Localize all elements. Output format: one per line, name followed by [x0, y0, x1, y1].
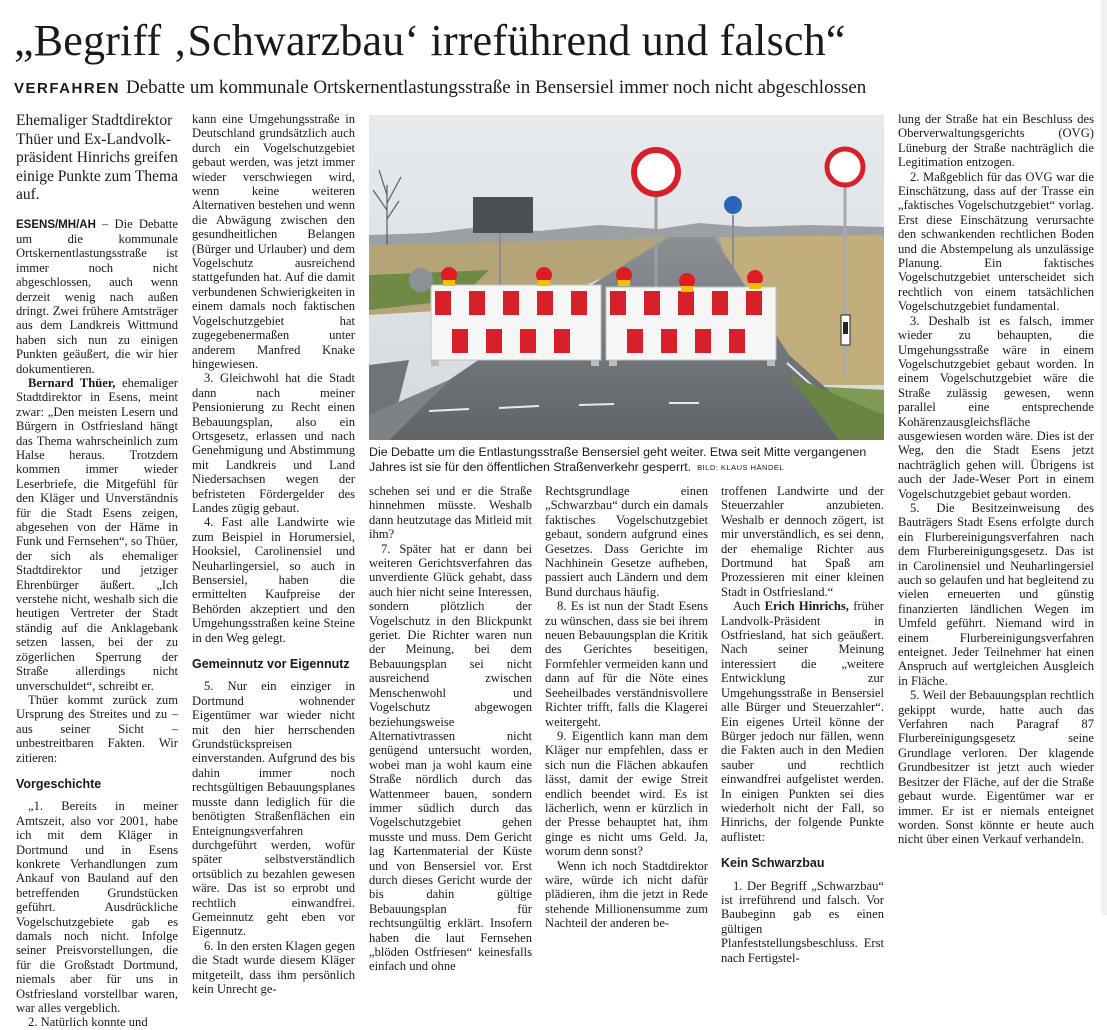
paragraph: 2. Maßgeblich für das OVG war die Einschätzung, dass auf der Trasse ein „faktisches Vogelschutzgebiet“ vorlag. Erst diese Einschätzung verursachte den schwankenden rechtlichen Boden und die Abstempelung als unzulässige Planung. Ein faktisches Vogelschutzgebiet unterscheidet sich rechtlich von einem tatsächlichen Vogelschutzgebiet fundamental.	[898, 169, 1094, 314]
column-3	[369, 484, 532, 974]
column-2	[192, 112, 355, 996]
photo-credit: BILD: KLAUS HÄNDEL	[697, 463, 785, 472]
subheadline	[14, 76, 1099, 101]
headline: „Begriff ‚Schwarzbau‘ irreführend und falsch“	[14, 16, 846, 65]
paragraph: 5. Weil der Bebauungsplan rechtlich gekippt wurde, hatte auch das Verfahren nach Paragraf 87 Flurbereinigungsgesetz seine Grundlage verloren. Der klagende Grundbesitzer ist jetzt auch wieder Besitzer der Fläche, auf der die Straße gebaut wurde. Eigentümer war er immer. Er ist er niemals enteignet worden. Sonst könnte er heute auch nicht über einen Verkauf verhandeln.	[898, 688, 1094, 847]
paragraph: 1. Der Begriff „Schwarzbau“ ist irreführend und falsch. Vor Baubeginn gab es einen gültigen Planfeststellungsbeschluss. Erst nach Fertigstel-	[721, 878, 884, 965]
paragraph: 3. Gleichwohl hat die Stadt dann nach meiner Pensionierung zu Recht einen Bebauungsplan, also ein Ortsgesetz, erlassen und nach Genehmigung und Abstimmung mit Landkreis und Land Niedersachsen wegen der befristeten Fördergelder des Landes zügig gebaut.	[192, 371, 355, 515]
column-5	[721, 484, 884, 965]
subheading: Vorgeschichte	[16, 776, 102, 791]
dateline: ESENS/MH/AH	[16, 218, 96, 231]
paragraph: 7. Später hat er dann bei weiteren Gerichtsverfahren das unverdiente Glück gehabt, dass auch hier nicht seine Interessen, sondern plötzlich der Vogelschutz in den Blickpunkt geriet. Die Richter waren nun der Meinung, bei dem Bebauungsplan sei nicht ausreichend zwischen Menschenwohl und Vogelschutz abgewogen beziehungsweise Alternativtrassen nicht genügend untersucht worden, wobei man ja wohl kaum eine Straße nördlich durch das Wattenmeer bauen, sondern immer südlich durch das Vogelschutzgebiet gehen musste und muss. Dem Gericht lag Kartenmaterial der Küste und von Bensersiel vor. Erst durch dieses Gericht wurde der bis dahin gültige Bebauungsplan für rechtsungültig erklärt. Insofern haben die laut Fernsehen „blöden Ostfriesen“ keinesfalls einfach und ohne	[369, 541, 532, 974]
subheading: Kein Schwarzbau	[721, 856, 825, 871]
column-4	[545, 484, 708, 931]
paragraph	[721, 599, 884, 844]
person-name: Erich Hinrichs,	[764, 599, 849, 614]
paragraph	[16, 217, 178, 376]
caption-text: Die Debatte um die Entlastungsstraße Bensersiel geht weiter. Etwa seit Mitte vergangenen Jahres ist sie für den öffentlichen Straßenverkehr gesperrt.	[369, 445, 867, 474]
person-name: Bernard Thüer,	[28, 375, 116, 390]
paragraph-text: ehemaliger Stadtdirektor in Esens, meint zwar: „Den meisten Lesern und Bürgern in Ostfriesland hängt das Thema wahrscheinlich zum Halse heraus. Trotzdem kommen immer wieder Leserbriefe, die Mitgefühl für den Kläger und Unverständnis für die Stadt Esens zeigen, abgesehen von der Häme in Funk und Fernsehen“, so Thüer, der sich als ehemaliger Stadtdirektor und jetziger Ehrenbürger äußert. „Ich verstehe nicht, weshalb sich die heutigen Vertreter der Stadt ständig auf die Anklagebank setzen lassen, bei der zu zögerlichen Sperrung der Straße allerdings nicht unverschuldet“, schreibt er.	[16, 375, 178, 693]
paragraph: Wenn ich noch Stadtdirektor wäre, würde ich nicht dafür plädieren, ihm die jetzt in Rede stehende Millionensumme zum Nachteil der anderen be-	[545, 858, 708, 931]
column-1	[16, 112, 178, 1030]
paragraph: schehen sei und er die Straße hinnehmen müsste. Weshalb dann heutzutage das Mitleid mit ihm?	[369, 484, 532, 542]
paragraph-text: früher Landvolk-Präsident in Ostfriesland, hat sich geäußert. Nach seiner Meinung interessiert die „weitere Entwicklung zur Umgehungsstraße in Bensersiel alle Bürger und Steuerzahler“. Ein eigenes Urteil könne der Bürger jedoch nur fällen, wenn die Fakten auch in den Medien sauber und rechtlich einwandfrei aufgelistet werden. In einigen Punkten sei dies wiederholt nicht der Fall, so Hinrichs, der folgende Punkte auflistet:	[721, 599, 884, 844]
paragraph	[16, 376, 178, 693]
paragraph: 6. In den ersten Klagen gegen die Stadt wurde diesem Kläger mitgeteilt, dass ihm persönlich kein Unrecht ge-	[192, 938, 355, 996]
section-kicker: VERFAHREN	[14, 80, 121, 97]
column-6	[898, 112, 1094, 847]
article-photo	[369, 115, 884, 440]
subheading: Gemeinnutz vor Eigennutz	[192, 657, 350, 672]
intro-teaser: Ehemaliger Stadtdirektor Thüer und Ex-Landvolk-präsident Hinrichs greifen einige Punkte zum Thema auf.	[16, 112, 178, 203]
paragraph: troffenen Landwirte und der Steuerzahler anzubieten. Weshalb er dennoch zögert, ist mir unverständlich, es sei denn, der ehemalige Richter aus Dortmund hat Spaß am Prozessieren mit einer kleinen Stadt in Ostfriesland.“	[721, 484, 884, 599]
paragraph: 3. Deshalb ist es falsch, immer wieder zu behaupten, die Umgehungsstraße wäre in einem Vogelschutzgebiet gebaut worden. In einem Vogelschutzgebiet wäre die Straße zulässig gewesen, wenn parallel eine entsprechende Kohärenzausgleichsfläche ausgewiesen worden wäre. Dies ist der Weg, den die Stadt Esens jetzt nachträglich gehen will. Übrigens ist auch der Jade-Weser Port in einem Vogelschutzgebiet gebaut worden.	[898, 313, 1094, 501]
page-edge	[1101, 0, 1107, 915]
paragraph: Rechtsgrundlage einen „Schwarzbau“ durch ein damals faktisches Vogelschutzgebiet gebaut, sondern aufgrund eines Gesetzes. Dass Gerichte im Nachhinein Gesetze aufheben, passiert auch Ländern und dem Bund durchaus häufig.	[545, 484, 708, 599]
paragraph-text: – Die Debatte um die kommunale Ortskernentlastungsstraße ist immer noch nicht abgeschlossen, auch wenn derzeit wenig nach außen dringt. Zwei frühere Amtsträger aus dem Landkreis Wittmund haben sich nun zu einigen Punkten geäußert, die wir hier dokumentieren.	[16, 216, 178, 376]
paragraph: lung der Straße hat ein Beschluss des Oberverwaltungsgerichts (OVG) Lüneburg der Straße nachträglich die Legitimation entzogen.	[898, 112, 1094, 170]
paragraph: 5. Nur ein einziger in Dortmund wohnender Eigentümer war wieder nicht mit den hier herrschenden Grundstückspreisen einverstanden. Aufgrund des bis dahin immer noch rechtsgültigen Bebauungsplanes musste dann lediglich für die benötigten Straßenflächen ein Enteignungsverfahren durchgeführt werden, wofür später selbstverständlich ortsüblich zu bezahlen gewesen wäre. Das ist so erprobt und rechtlich einwandfrei. Gemeinnutz geht eben vor Eigennutz.	[192, 679, 355, 939]
paragraph: 5. Die Besitzeinweisung des Bauträgers Stadt Esens erfolgte durch ein Flurbereinigungsverfahren nach dem Flurbereinigungsgesetz. Das ist in Carolinensiel und Neuharlingersiel auch so gelaufen und hat begleitend zu vielen erneuerten und günstig finanzierten ländlichen Wegen im Umfeld geführt. Niemand wird in einem Flurbereinigungsverfahren enteignet. Jeder Teilnehmer hat einen Anspruch auf wertgleichen Ausgleich in Fläche.	[898, 500, 1094, 688]
paragraph: Thüer kommt zurück zum Ursprung des Streites und zu – aus seiner Sicht – unbestreitbaren Fakten. Wir zitieren:	[16, 692, 178, 765]
paragraph: 2. Natürlich konnte und	[28, 1015, 148, 1030]
paragraph: 8. Es ist nun der Stadt Esens zu wünschen, dass sie bei ihrem neuen Bebauungsplan die Kritik des Gerichtes beseitigen, Formfehler vermeiden kann und dann auf für die Nöte eines Seeheilbades verständnisvollere Richter trifft, falls die Klagerei weitergeht.	[545, 599, 708, 729]
paragraph-text: Auch	[733, 599, 765, 614]
paragraph: 4. Fast alle Landwirte wie zum Beispiel in Horumersiel, Hooksiel, Carolinensiel und Neuharlingersiel, so auch in Bensersiel, haben die ermittelten Kaufpreise der Behörden akzeptiert und den Umgehungsstraßen keine Steine in den Weg gelegt.	[192, 515, 355, 645]
paragraph: „1. Bereits in meiner Amtszeit, also vor 2001, habe ich mit dem Kläger in Dortmund und in Esens konkrete Verhandlungen zum Ankauf von Bauland auf den betreffenden Grundstücken geführt. Ausdrückliche Vogelschutzgebiete gab es damals noch nicht. Infolge seiner Preisvorstellungen, die für die Großstadt Dortmund, niemals aber für uns in Ostfriesland vorstellbar waren, war alles vergeblich.	[16, 799, 178, 1016]
paragraph: kann eine Umgehungsstraße in Deutschland grundsätzlich auch durch ein Vogelschutzgebiet gebaut werden, was jetzt immer wieder verschwiegen wird, wenn keine weiteren Alternativen bestehen und wenn die Abwägung zwischen den gesundheitlichen Belangen (Bürger und Urlauber) und dem Vogelschutz ausreichend stattgefunden hat. Auf die damit verbundenen Schwierigkeiten in einem damals noch faktischen Vogelschutzgebiet hat zugegebenermaßen unter anderem Manfred Knake hingewiesen.	[192, 112, 355, 371]
subheadline-text: Debatte um kommunale Ortskernentlastungsstraße in Bensersiel immer noch nicht abgeschlossen	[126, 77, 867, 98]
photo-caption	[369, 445, 884, 475]
paragraph: 9. Eigentlich kann man dem Kläger nur empfehlen, dass er sich nun die Flächen abkaufen lässt, damit der ewige Streit endlich beendet wird. Es ist lächerlich, wenn er kürzlich in der Presse behauptet hat, ihm ginge es nicht ums Geld. Ja, worum denn sonst?	[545, 728, 708, 859]
